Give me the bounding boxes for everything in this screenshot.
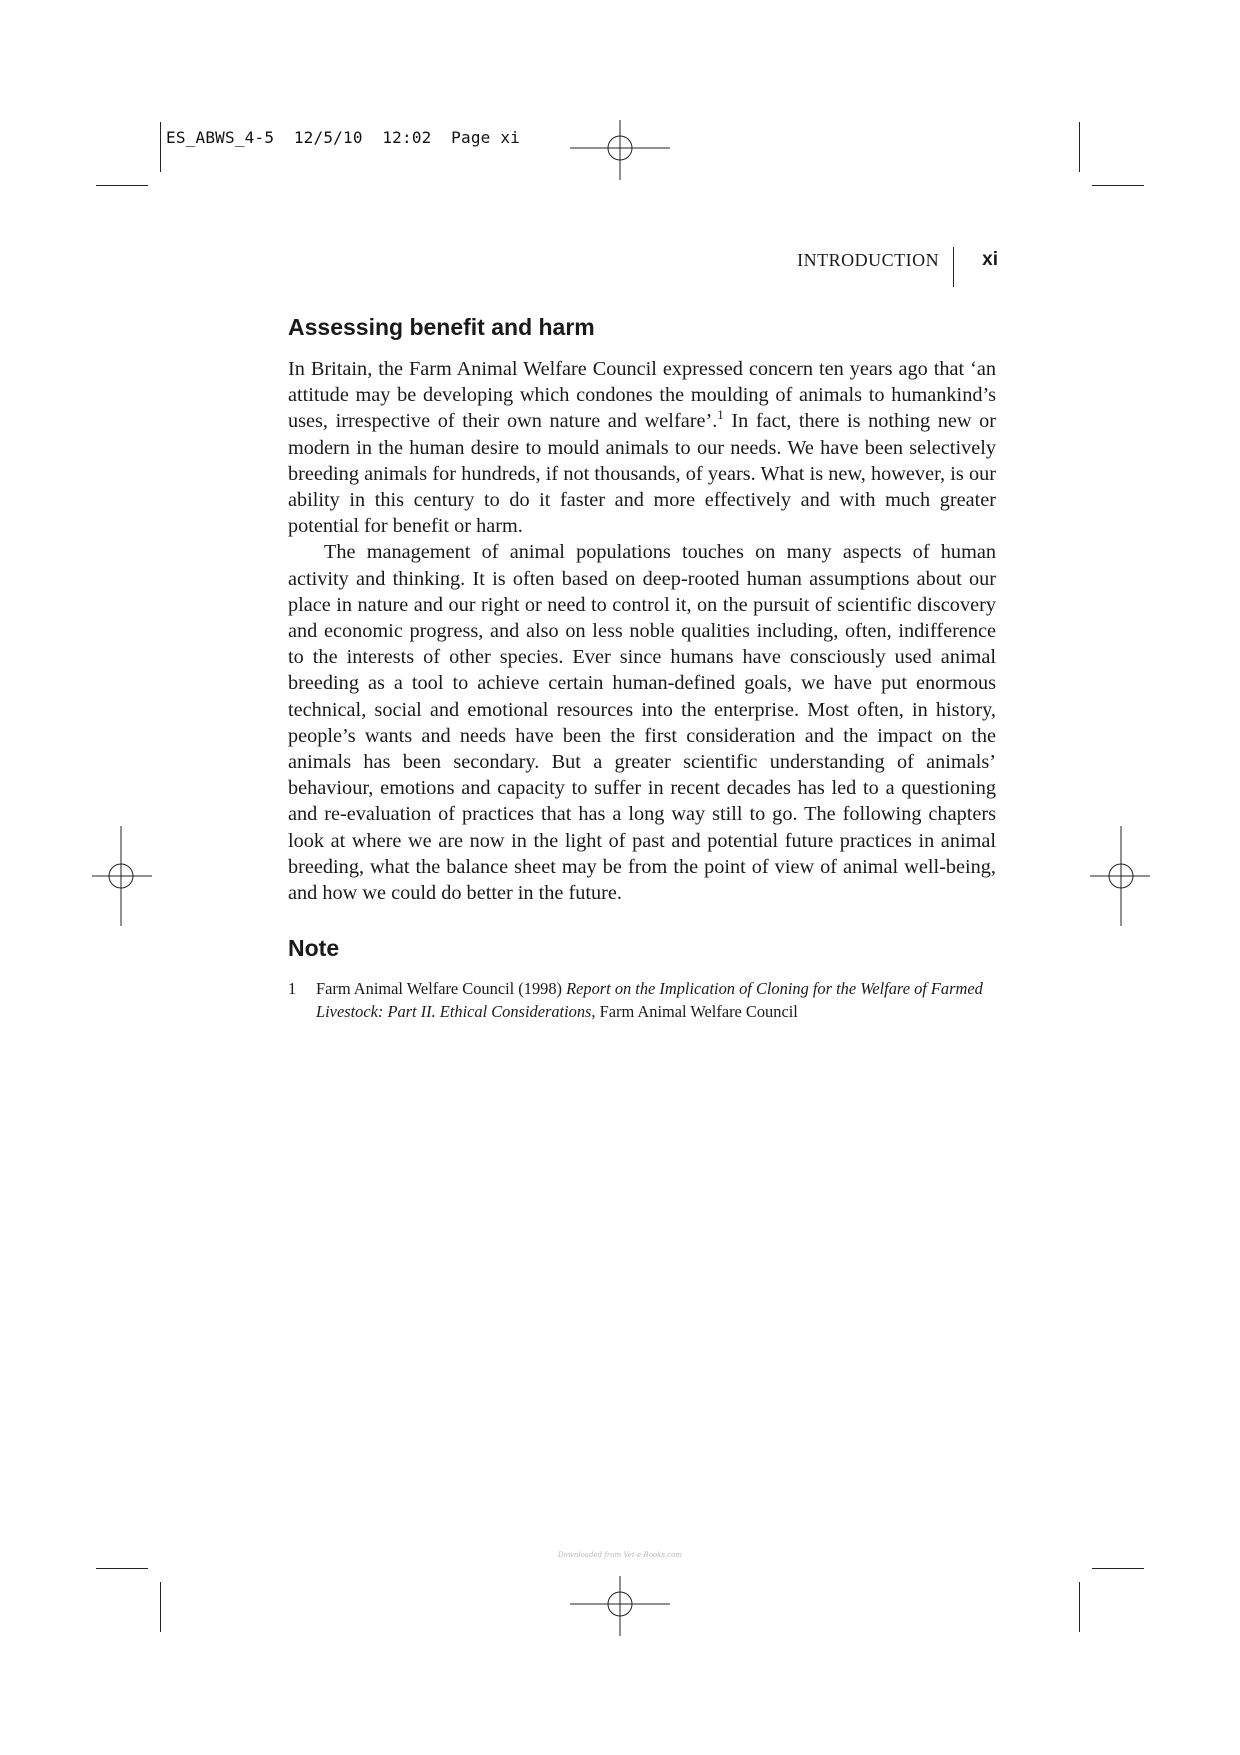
footnote-reference: 1 (717, 407, 724, 423)
page-body (288, 312, 996, 1023)
crop-mark-bottom-left-vertical (160, 1582, 161, 1632)
note-item (288, 977, 996, 1023)
crop-mark-top-right-horizontal (1092, 185, 1144, 186)
registration-mark-top-icon (570, 120, 670, 180)
paragraph-1 (288, 356, 996, 539)
crop-mark-bottom-right-vertical (1079, 1582, 1080, 1632)
note-citation-title: Report on the Implication of Cloning for the Welfare of Farmed Livestock: Part II. Ethical Considerations (316, 979, 983, 1022)
crop-mark-top-left-horizontal (96, 185, 148, 186)
note-citation-end: , Farm Animal Welfare Council (591, 1002, 798, 1022)
paragraph-2: The management of animal populations touches on many aspects of human activity and thinking. It is often based on deep-rooted human assumptions about our place in nature and our right or need to control it, on the pursuit of scientific discovery and economic progress, and also on less noble qualities including, often, indifference to the interests of other species. Ever since humans have consciously used animal breeding as a tool to achieve certain human-defined goals, we have put enormous technical, social and emotional resources into the enterprise. Most often, in history, people’s wants and needs have been the first consideration and the impact on the animals has been secondary. But a greater scientific understanding of animals’ behaviour, emotions and capacity to suffer in recent decades has led to a questioning and re-evaluation of practices that has a long way still to go. The following chapters look at where we are now in the light of past and potential future practices in animal breeding, what the balance sheet may be from the point of view of animal well-being, and how we could do better in the future. (288, 541, 996, 905)
crop-mark-bottom-left-horizontal (96, 1568, 148, 1569)
watermark: Downloaded from Vet-e-Books.com (558, 1551, 682, 1559)
paragraph-1-text-end: In fact, there is nothing new or modern in the human desire to mould animals to our needs. We have been selectively breeding animals for hundreds, if not thousands, of years. What is new, however, is our ability in this century to do it faster and more effectively and with much greater potential for benefit or harm. (288, 410, 996, 538)
paragraph-1-text-start: In Britain, the Farm Animal Welfare Council expressed concern ten years ago that ‘an attitude may be developing which condones the moulding of animals to humankind’s uses, irrespective of their own nature and welfare’. (288, 358, 996, 433)
crop-mark-top-right-vertical (1079, 122, 1080, 172)
note-text (316, 977, 996, 1023)
page-number: xi (982, 249, 998, 270)
registration-mark-right-icon (1090, 826, 1150, 926)
running-head (797, 247, 998, 287)
registration-mark-bottom-icon (570, 1576, 670, 1636)
crop-mark-top-left-vertical (160, 122, 161, 172)
section-heading: Assessing benefit and harm (288, 314, 595, 340)
printer-slug: ES_ABWS_4-5 12/5/10 12:02 Page xi (166, 128, 520, 147)
notes-heading: Note (288, 935, 340, 962)
registration-mark-left-icon (92, 826, 152, 926)
running-head-title: INTRODUCTION (797, 250, 940, 270)
crop-mark-bottom-right-horizontal (1092, 1568, 1144, 1569)
note-citation-start: Farm Animal Welfare Council (1998) (316, 979, 567, 999)
note-number: 1 (288, 979, 297, 999)
